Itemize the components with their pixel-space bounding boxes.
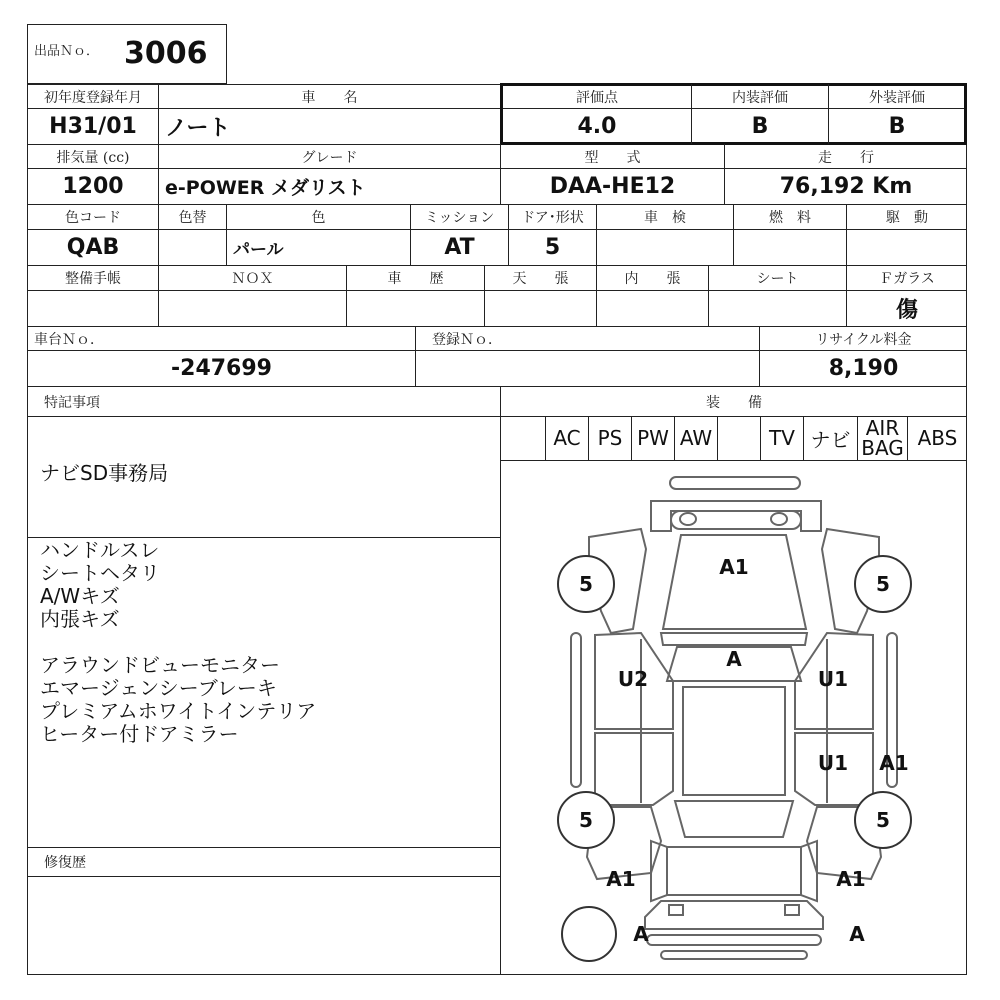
rear-bumper-lower bbox=[647, 935, 821, 945]
model-label: 型 式 bbox=[584, 149, 641, 166]
mark-tire-fl: 5 bbox=[579, 572, 593, 596]
notes-list bbox=[40, 539, 495, 746]
mark-hood: A1 bbox=[719, 555, 749, 579]
rear-plate-left bbox=[669, 905, 683, 915]
emblem-icon-right bbox=[771, 513, 787, 525]
mission-label: ミッション bbox=[424, 210, 495, 226]
hood-panel bbox=[663, 535, 806, 629]
note-line: エマージェンシーブレーキ bbox=[40, 676, 277, 700]
left-rear-door bbox=[595, 733, 673, 805]
door-value: 5 bbox=[544, 235, 561, 260]
car-diagram bbox=[501, 461, 967, 975]
mark-bumper-right: A bbox=[849, 922, 865, 946]
mark-right-rear-fender: A1 bbox=[879, 751, 909, 775]
lot-number: 3006 bbox=[124, 35, 208, 71]
inspection-label: 車 検 bbox=[644, 210, 686, 226]
grade-value: e-POWER メダリスト bbox=[165, 177, 366, 199]
regno-label: 登録Ｎｏ． bbox=[432, 331, 502, 348]
mark-right-front-door: U1 bbox=[817, 667, 849, 691]
equipment-item bbox=[501, 416, 545, 460]
note-line: ヒーター付ドアミラー bbox=[40, 722, 239, 746]
equipment-item bbox=[857, 416, 907, 460]
grade-label: グレード bbox=[301, 149, 358, 166]
score-label: 評価点 bbox=[576, 89, 618, 106]
equipment-item bbox=[717, 416, 760, 460]
fglass-value: 傷 bbox=[895, 297, 918, 323]
color-code-value: QAB bbox=[66, 235, 120, 260]
mileage-label: 走 行 bbox=[818, 149, 874, 166]
exterior-value: B bbox=[888, 114, 906, 139]
equipment-item: PW bbox=[631, 416, 674, 460]
mark-rear-left: A1 bbox=[606, 867, 636, 891]
recycle-value: 8,190 bbox=[828, 356, 899, 381]
mark-tire-rr: 5 bbox=[876, 808, 890, 832]
mark-rear-right: A1 bbox=[836, 867, 866, 891]
color-value: パール bbox=[233, 240, 284, 260]
drive-label: 駆 動 bbox=[886, 210, 928, 226]
score-value: 4.0 bbox=[577, 114, 617, 139]
equipment-item: ナビ bbox=[803, 416, 857, 460]
fuel-label: 燃 料 bbox=[769, 210, 811, 226]
mark-tire-fr: 5 bbox=[876, 572, 890, 596]
lot-label: 出品Ｎｏ． bbox=[34, 43, 100, 59]
inspection-value bbox=[597, 230, 733, 265]
color-label: 色 bbox=[311, 210, 326, 226]
cowl bbox=[661, 633, 807, 645]
ceiling-label: 天 張 bbox=[512, 271, 569, 287]
trunk-panel bbox=[667, 847, 801, 895]
chassis-value: -247699 bbox=[171, 356, 272, 381]
mark-tire-rl: 5 bbox=[579, 808, 593, 832]
front-grille-top bbox=[670, 477, 800, 489]
mark-right-rear-door: U1 bbox=[817, 751, 849, 775]
equipment-item: AC bbox=[545, 416, 588, 460]
fglass-label: Ｆガラス bbox=[879, 271, 935, 287]
reg-date-value: H31/01 bbox=[49, 114, 137, 139]
chassis-label: 車台Ｎｏ． bbox=[34, 331, 104, 348]
equipment-item: AW bbox=[674, 416, 717, 460]
mileage-value: 76,192 Km bbox=[779, 174, 913, 199]
note-line: A/Wキズ bbox=[40, 584, 120, 608]
car-name-value: ノート bbox=[165, 116, 231, 141]
color-code-label: 色コード bbox=[65, 210, 121, 226]
equipment-item: TV bbox=[760, 416, 803, 460]
front-bumper bbox=[651, 501, 821, 531]
mark-left-front-door: U2 bbox=[617, 667, 649, 691]
equipment-item-part: AIR bbox=[865, 416, 900, 440]
note-line: シートヘタリ bbox=[40, 561, 160, 585]
car-history-label: 車 歴 bbox=[387, 271, 444, 287]
inner-panel-label: 内 張 bbox=[624, 271, 681, 287]
equipment-item: ABS bbox=[907, 416, 967, 460]
door-label: ドア･形状 bbox=[521, 210, 584, 226]
maintenance-label: 整備手帳 bbox=[65, 271, 121, 287]
lot-box bbox=[27, 24, 227, 84]
regno-value bbox=[416, 351, 759, 386]
note-line: プレミアムホワイトインテリア bbox=[40, 699, 317, 723]
exterior-label: 外装評価 bbox=[869, 89, 925, 106]
equipment-item: PS bbox=[588, 416, 631, 460]
rear-plate-right bbox=[785, 905, 799, 915]
note-line: 内張キズ bbox=[40, 607, 120, 631]
drive-value bbox=[847, 230, 967, 265]
reg-date-label: 初年度登録年月 bbox=[44, 89, 142, 106]
repair-label: 修復歴 bbox=[44, 855, 86, 871]
equipment-item-part: BAG bbox=[861, 436, 904, 460]
seat-label: シート bbox=[756, 271, 799, 287]
mark-windshield: A bbox=[726, 647, 742, 671]
emblem-icon bbox=[680, 513, 696, 525]
notes-top: ナビSD事務局 bbox=[40, 461, 169, 485]
notes-label: 特記事項 bbox=[44, 395, 100, 411]
color-change-value bbox=[159, 230, 226, 265]
note-line: アラウンドビューモニター bbox=[40, 653, 280, 677]
recycle-label: リサイクル料金 bbox=[815, 331, 912, 348]
fuel-value bbox=[734, 230, 846, 265]
displacement-value: 1200 bbox=[62, 174, 124, 199]
interior-label: 内装評価 bbox=[732, 89, 788, 106]
mission-value: AT bbox=[444, 235, 475, 260]
car-name-label: 車 名 bbox=[301, 89, 358, 106]
spare-tire bbox=[562, 907, 616, 961]
left-sill bbox=[571, 633, 581, 787]
nox-label: ＮＯＸ bbox=[231, 271, 274, 287]
mark-bumper-left: A bbox=[633, 922, 649, 946]
rear-lower-bar bbox=[661, 951, 807, 959]
roof-panel bbox=[683, 687, 785, 795]
interior-value: B bbox=[751, 114, 769, 139]
rear-window-panel bbox=[675, 801, 793, 837]
note-line: ハンドルスレ bbox=[40, 538, 160, 562]
model-value: DAA-HE12 bbox=[549, 174, 676, 199]
displacement-label: 排気量 (cc) bbox=[56, 149, 130, 166]
note-line bbox=[40, 631, 495, 654]
equipment-label: 装 備 bbox=[706, 395, 762, 411]
color-change-label: 色替 bbox=[178, 210, 207, 226]
